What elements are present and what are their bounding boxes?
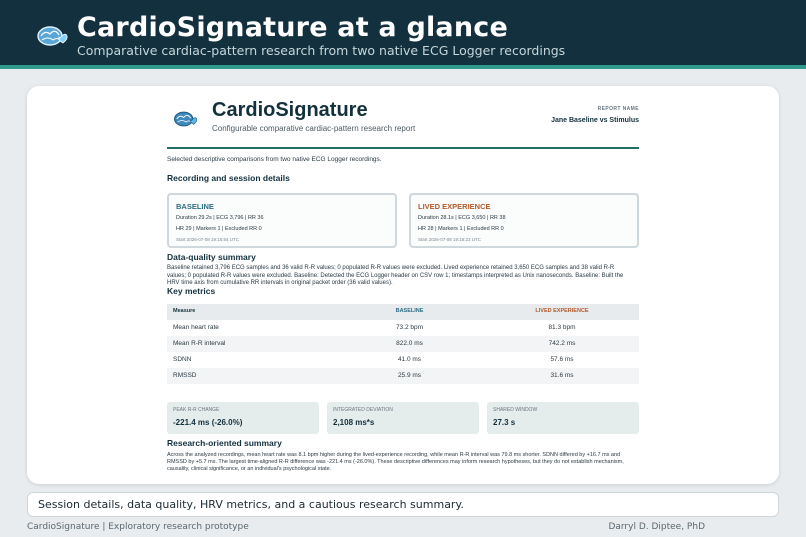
summary-title: Research-oriented summary: [167, 438, 282, 448]
column-header: Measure: [173, 308, 196, 314]
key-metrics-table: [167, 304, 639, 384]
session-stats-line: HR 29 | Markers 1 | Excluded RR 0: [176, 226, 262, 232]
table-cell: 31.6 ms: [550, 372, 574, 379]
stat-value: 27.3 s: [493, 418, 516, 427]
report-title: CardioSignature: [212, 99, 368, 121]
table-cell: 57.6 ms: [550, 356, 574, 363]
stat-integrated-deviation: [327, 402, 479, 434]
page-title: CardioSignature at a glance: [77, 12, 508, 43]
table-row: [167, 352, 639, 368]
table-cell: 822.0 ms: [396, 340, 423, 347]
table-cell: Mean heart rate: [173, 324, 219, 331]
table-cell: SDNN: [173, 356, 192, 363]
footer-author: Darryl D. Diptee, PhD: [608, 522, 705, 532]
stat-value: 2,108 ms*s: [333, 418, 375, 427]
session-start-time: Start 2026-07-08 19:16:23 UTC: [418, 237, 482, 242]
report-name-label: REPORT NAME: [597, 106, 639, 112]
report-intro: Selected descriptive comparisons from two native ECG Logger recordings.: [167, 156, 382, 163]
report-document: [167, 86, 639, 484]
stat-peak-rr-change: [167, 402, 319, 434]
data-quality-title: Data-quality summary: [167, 252, 256, 262]
stat-label: PEAK R-R CHANGE: [173, 407, 220, 413]
report-preview-card: [27, 86, 779, 484]
report-subtitle: Configurable comparative cardiac-pattern research report: [212, 124, 416, 133]
column-header: LIVED EXPERIENCE: [535, 308, 589, 314]
data-quality-text: Baseline retained 3,796 ECG samples and 36 valid R-R values; 0 populated R-R values were excluded. Lived experience retained 3,650 ECG samples and 38 valid R-R values; 0 populated R-R values were excluded. Baseline: Detected the ECG Logger header on CSV row 1; timestamps interpreted as Unix nanoseconds. Baseline: Built the HRV time axis from cumulative RR intervals in original packet order (36 valid values).: [167, 265, 624, 286]
table-header-row: [167, 304, 639, 320]
stat-value: -221.4 ms (-26.0%): [173, 418, 243, 427]
session-label: LIVED EXPERIENCE: [418, 202, 491, 211]
page-subtitle: Comparative cardiac-pattern research from two native ECG Logger recordings: [77, 43, 566, 58]
table-cell: 73.2 bpm: [395, 324, 424, 331]
table-cell: RMSSD: [173, 372, 197, 379]
brain-heart-logo-icon: [36, 22, 70, 50]
caption-text: Session details, data quality, HRV metrics, and a cautious research summary.: [38, 498, 464, 511]
session-card-baseline: [167, 193, 397, 248]
stat-shared-window: [487, 402, 639, 434]
table-row: [167, 368, 639, 384]
table-cell: 81.3 bpm: [548, 324, 576, 331]
stat-label: INTEGRATED DEVIATION: [333, 407, 393, 413]
summary-text: Across the analyzed recordings, mean heart rate was 8.1 bpm higher during the lived-experience recording, while mean R-R interval was 79.8 ms shorter. SDNN differed by +16.7 ms and RMSSD by +5.7 ms. The largest time-aligned R-R difference was -221.4 ms (-26.0%). These descriptive differences may inform research hypotheses, but they do not establish mechanism, causality, clinical significance, or an individual's psychological state.: [167, 452, 624, 472]
session-stats-line: Duration 28.1s | ECG 3,650 | RR 38: [418, 215, 506, 221]
session-card-lived-experience: [409, 193, 639, 248]
session-stats-line: HR 28 | Markers 1 | Excluded RR 0: [418, 226, 504, 232]
report-logo-icon: [173, 108, 199, 130]
table-row: [167, 320, 639, 336]
header-accent-line: [0, 65, 806, 69]
column-header: BASELINE: [395, 308, 424, 314]
session-label: BASELINE: [176, 202, 214, 211]
session-start-time: Start 2026-07-08 19:15:54 UTC: [176, 237, 240, 242]
table-cell: Mean R-R interval: [173, 340, 226, 347]
stat-label: SHARED WINDOW: [493, 407, 538, 413]
session-stats-line: Duration 29.2s | ECG 3,796 | RR 36: [176, 215, 264, 221]
footer-project-label: CardioSignature | Exploratory research prototype: [27, 522, 249, 532]
key-metrics-title: Key metrics: [167, 286, 216, 296]
report-name-value: Jane Baseline vs Stimulus: [551, 117, 639, 124]
report-header-divider: [167, 147, 639, 149]
table-row: [167, 336, 639, 352]
table-cell: 25.9 ms: [397, 372, 422, 379]
caption-box: [27, 492, 779, 517]
session-section-title: Recording and session details: [167, 173, 290, 183]
table-cell: 742.2 ms: [548, 340, 576, 347]
table-cell: 41.0 ms: [397, 356, 422, 363]
